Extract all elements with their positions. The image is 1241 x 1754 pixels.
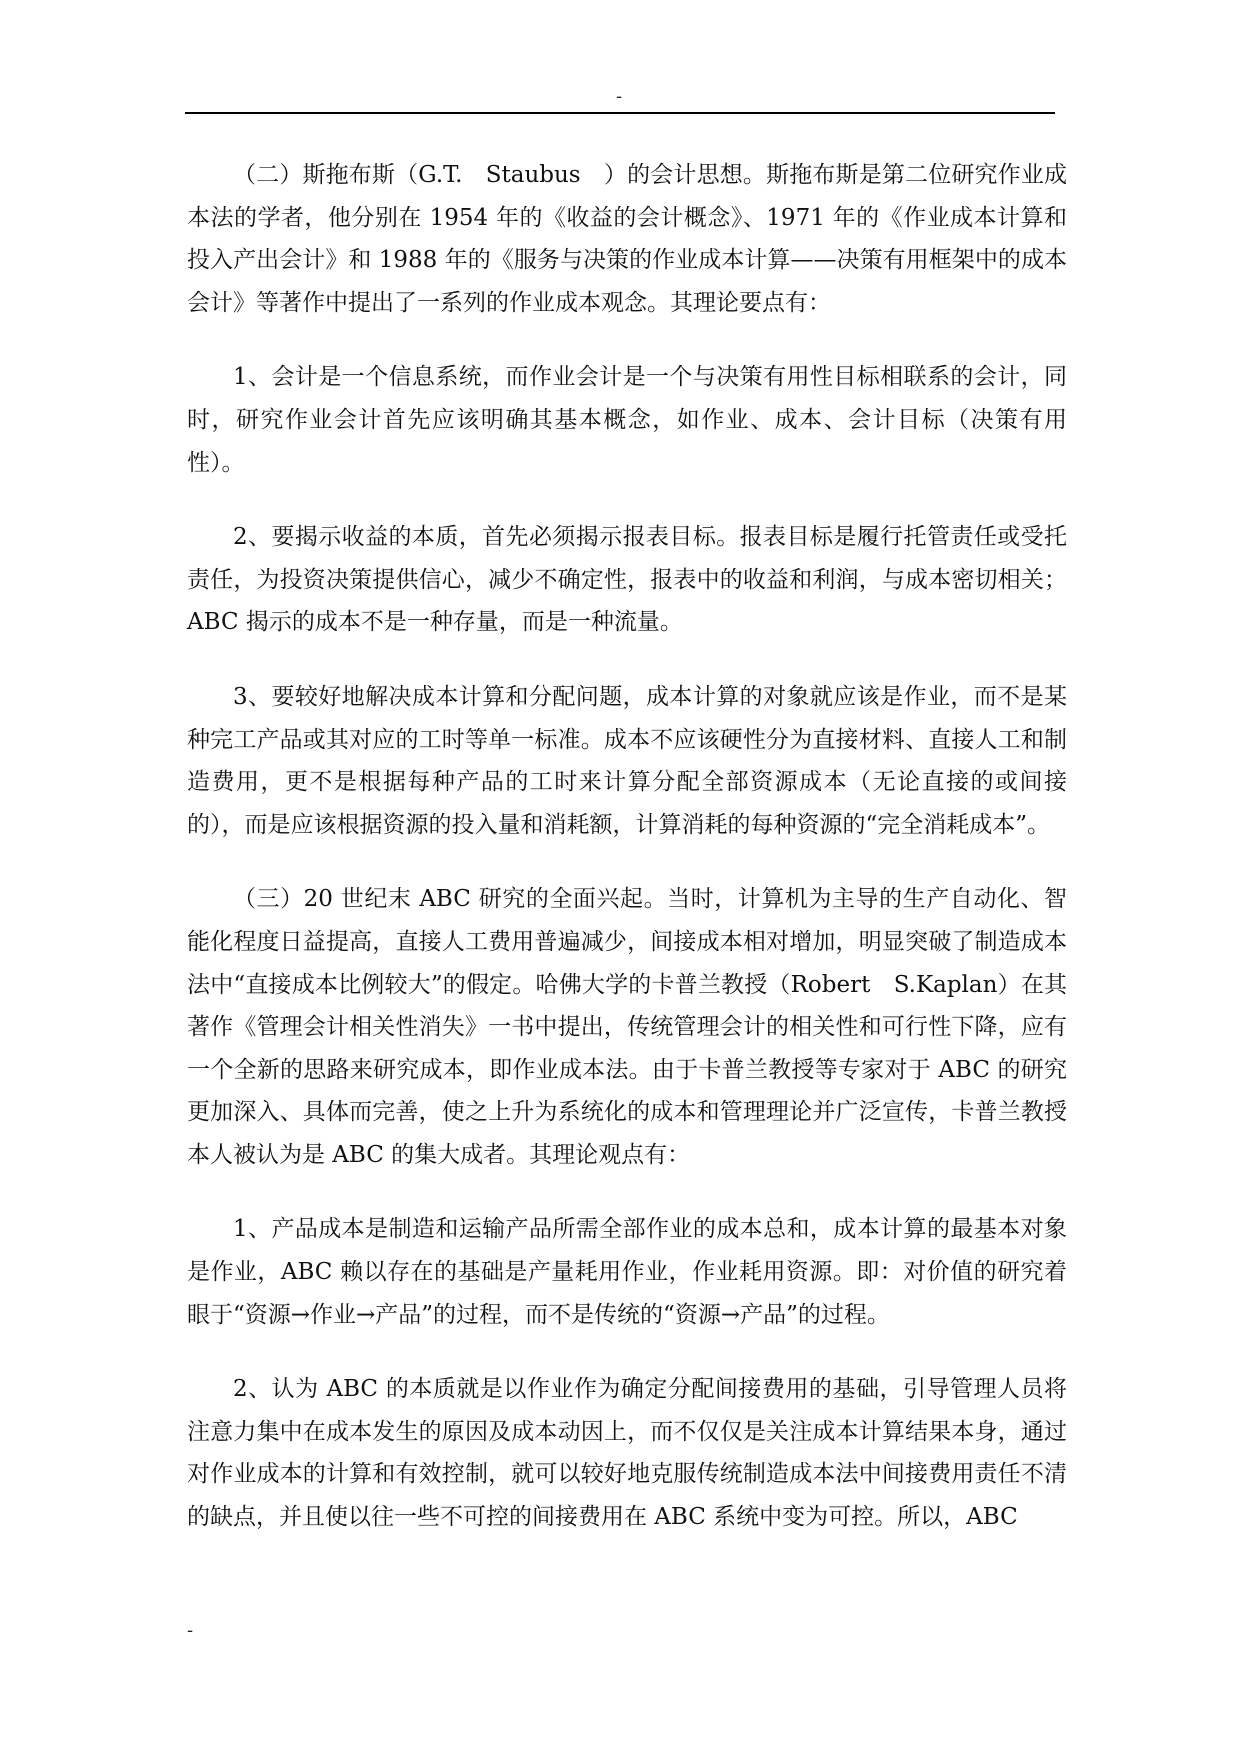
header-mark: - (616, 86, 623, 107)
section-2-point-1-paragraph: 1、会计是一个信息系统，而作业会计是一个与决策有用性目标相联系的会计，同时，研究作业会计首先应该明确其基本概念，如作业、成本、会计目标（决策有用性）。 (187, 364, 1067, 476)
section-3-point-1-paragraph: 1、产品成本是制造和运输产品所需全部作业的成本总和，成本计算的最基本对象是作业，ABC 赖以存在的基础是产量耗用作业，作业耗用资源。即：对价值的研究着眼于“资源→作业→产品”的过程，而不是传统的“资源→产品”的过程。 (187, 1216, 1067, 1328)
section-3-intro-paragraph: （三）20 世纪末 ABC 研究的全面兴起。当时，计算机为主导的生产自动化、智能化程度日益提高，直接人工费用普遍减少，间接成本相对增加，明显突破了制造成本法中“直接成本比例较大”的假定。哈佛大学的卡普兰教授（Robert S.Kaplan）在其著作《管理会计相关性消失》一书中提出，传统管理会计的相关性和可行性下降，应有一个全新的思路来研究成本，即作业成本法。由于卡普兰教授等专家对于 ABC 的研究更加深入、具体而完善，使之上升为系统化的成本和管理理论并广泛宣传，卡普兰教授本人被认为是 ABC 的集大成者。其理论观点有： (187, 886, 1067, 1168)
document-body (187, 154, 1067, 1539)
footer-mark: - (187, 1620, 194, 1641)
header-rule (185, 112, 1055, 114)
section-2-intro-paragraph: （二）斯拖布斯（G.T. Staubus ）的会计思想。斯拖布斯是第二位研究作业成本法的学者，他分别在 1954 年的《收益的会计概念》、1971 年的《作业成本计算和投入产出会计》和 1988 年的《服务与决策的作业成本计算——决策有用框架中的成本会计》等著作中提出了一系列的作业成本观念。其理论要点有： (187, 162, 1067, 316)
section-2-point-3-paragraph: 3、要较好地解决成本计算和分配问题，成本计算的对象就应该是作业，而不是某种完工产品或其对应的工时等单一标准。成本不应该硬性分为直接材料、直接人工和制造费用，更不是根据每种产品的工时来计算分配全部资源成本（无论直接的或间接的），而是应该根据资源的投入量和消耗额，计算消耗的每种资源的“完全消耗成本”。 (187, 683, 1067, 838)
section-2-point-2-paragraph: 2、要揭示收益的本质，首先必须揭示报表目标。报表目标是履行托管责任或受托责任，为投资决策提供信心，减少不确定性，报表中的收益和利润，与成本密切相关；ABC 揭示的成本不是一种存量，而是一种流量。 (187, 524, 1067, 636)
section-3-point-2-paragraph: 2、认为 ABC 的本质就是以作业作为确定分配间接费用的基础，引导管理人员将注意力集中在成本发生的原因及成本动因上，而不仅仅是关注成本计算结果本身，通过对作业成本的计算和有效控制，就可以较好地克服传统制造成本法中间接费用责任不清的缺点，并且使以往一些不可控的间接费用在 ABC 系统中变为可控。所以，ABC (187, 1376, 1067, 1531)
